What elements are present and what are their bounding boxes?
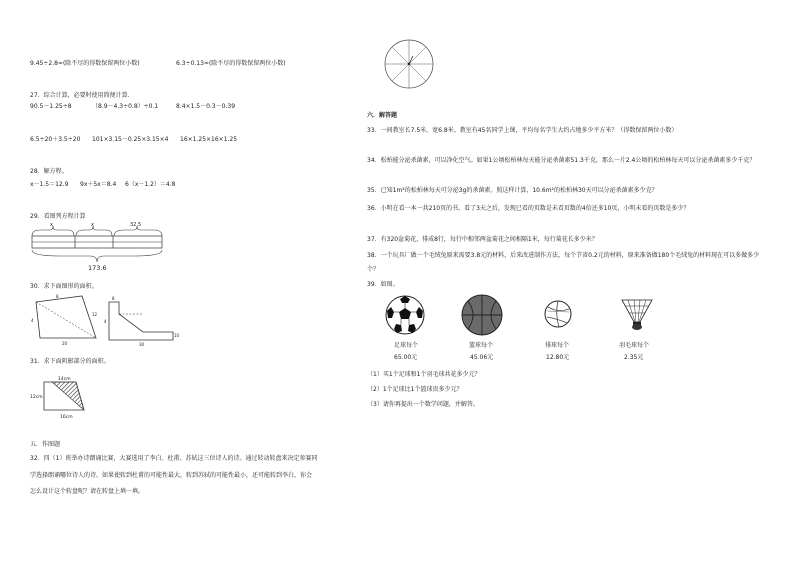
q29-title: 29．看图列方程计算	[30, 213, 86, 220]
question-34: 34．松柏能分泌杀菌素，可以净化空气。如果1公顷松柏林每天能分泌杀菌素51.3千克，那么一片2.4公顷的松柏林每天可以分泌杀菌素多少千克？	[367, 157, 756, 164]
q30-shape-composite	[103, 292, 178, 347]
q29-label-known: 32.5	[130, 222, 142, 228]
question-36: 36．小明在看一本一共210页的书，看了3天之后，发现已看的页数是未看页数的4倍还多10页，小明未看的页数是多少？	[367, 205, 690, 212]
ball-name: 足球每个	[394, 342, 419, 349]
soccer-ball-icon	[384, 294, 426, 336]
q30-dim: 8	[112, 296, 115, 301]
q29-label-x2: x	[91, 222, 94, 228]
subquestion: （3）请你再提出一个数学问题，并解答。	[367, 401, 479, 408]
ball-name: 羽毛球每个	[619, 342, 650, 349]
q30-dim: 30	[139, 342, 145, 347]
question-38: 38．一个玩具厂做一个毛绒兔原来需要3.8元的材料，后来改进制作方法，每个节省0.2元的材料，原来准备做180个毛绒兔的材料现在可以多做多少个？	[367, 252, 760, 273]
q31-dim-height: 12cm	[30, 395, 43, 400]
ball-name: 排球每个	[545, 342, 570, 349]
q29-segment-diagram	[30, 222, 165, 272]
basketball-icon	[460, 293, 504, 337]
q26-item-b: 6.3÷0.13≈(除不尽的得数保留两位小数)	[176, 60, 286, 67]
q30-dim: 4	[31, 318, 34, 323]
subquestion: （1）买1个足球和1个羽毛球共花多少元？	[367, 371, 481, 378]
ball-name: 篮球每个	[469, 342, 494, 349]
q28-equation: x－1.5＝12.9	[30, 181, 69, 188]
subquestion: （2）1个足球比1个篮球贵多少元？	[367, 386, 463, 393]
section-5-title: 五．作图题	[30, 441, 61, 448]
q30-title: 30．求下面图形的面积。	[30, 283, 98, 290]
q32-line: 学选择朗诵哪位诗人的诗。如果使转到杜甫的可能性最大，转到苏轼的可能性最小，还可能转到李白，你会	[30, 472, 313, 479]
question-39: 39．如图。	[367, 281, 399, 288]
volleyball-icon	[543, 299, 573, 329]
ball-price: 12.80元	[546, 354, 570, 361]
q30-dim: 4	[104, 319, 107, 324]
q31-shaded-figure	[30, 374, 100, 420]
q30-shape-quadrilateral	[30, 292, 100, 347]
q27-item: 6.5÷20＋3.5÷20	[30, 136, 81, 143]
q27-item: 101×3.15－0.25×3.15×4	[92, 136, 169, 143]
shuttlecock-icon	[620, 296, 654, 332]
q27-title: 27．综合计算，必要时使用简便计算．	[30, 92, 134, 99]
spinner-circle[interactable]	[383, 38, 435, 90]
q27-item: 16×1.25×16×1.25	[180, 136, 238, 143]
q29-label-x1: x	[50, 222, 53, 228]
q30-dim: 8	[56, 294, 59, 299]
ball-price: 65.00元	[394, 354, 418, 361]
ball-price: 2.35元	[624, 354, 644, 361]
q30-dim: 10	[174, 333, 180, 338]
q31-dim-top: 14cm	[58, 377, 71, 382]
q32-line: 怎么设计这个转盘呢？请在转盘上填一填。	[30, 488, 145, 495]
q31-title: 31．求下面阴影部分的面积。	[30, 358, 110, 365]
q28-equation: 6（x－1.2）＝4.8	[125, 181, 176, 188]
question-37: 37．有320盆菊花，排成8行，每行中相邻两盆菊花之间相隔1米，每行菊花长多少米？	[367, 236, 598, 243]
q31-dim-bottom: 16cm	[60, 415, 73, 420]
q26-item-a: 9.45÷2.8≈(除不尽的得数保留两位小数)	[30, 60, 140, 67]
ball-price: 45.06元	[470, 354, 494, 361]
q29-total: 173.6	[88, 264, 107, 272]
q32-line: 32．四（1）班举办诗朗诵比赛，大赛选用了李白、杜甫、苏轼这三位诗人的诗。通过转动转盘来决定参赛同	[30, 455, 318, 462]
q30-dim: 12	[92, 312, 98, 317]
q27-item: （8.9－4.3÷0.8）÷0.1	[92, 103, 159, 110]
section-6-title: 六．解答题	[367, 112, 398, 119]
question-35: 35．已知1m²的松柏林每天可分泌3g的杀菌素。照这样计算，10.6m²的松柏林30天可以分泌杀菌素多少克？	[367, 187, 658, 194]
q28-title: 28．解方程。	[30, 168, 68, 175]
question-33: 33．一间教室长7.5米，宽6.8米。教室有45名同学上课，平均每名学生大约占地多少平方米？（得数保留两位小数）	[367, 127, 678, 134]
q28-equation: 9x＋5x＝8.4	[80, 181, 117, 188]
q27-item: 8.4×1.5－0.3－0.39	[176, 103, 236, 110]
q30-dim: 20	[62, 341, 68, 346]
q27-item: 90.5－1.25÷8	[30, 103, 72, 110]
